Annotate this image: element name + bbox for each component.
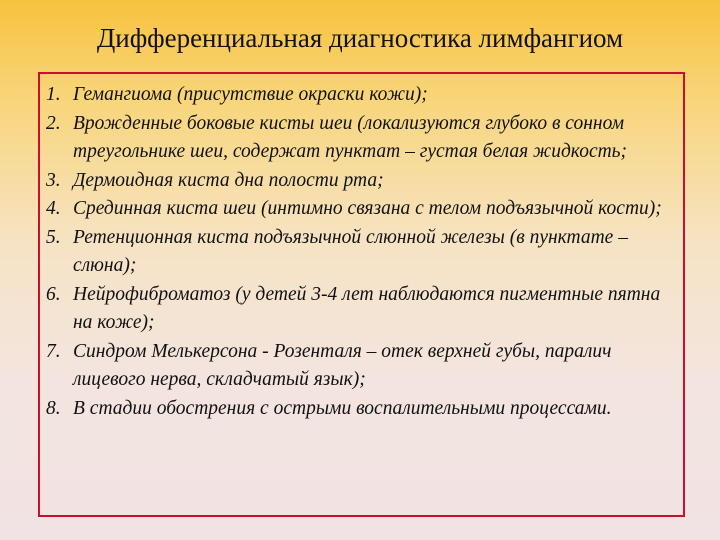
list-item-7	[46, 338, 681, 395]
differential-list	[46, 81, 681, 423]
list-item-number: 3.	[46, 169, 61, 191]
list-item-4	[46, 195, 681, 224]
list-item-5	[46, 224, 681, 281]
list-item-number: 1.	[46, 84, 61, 105]
list-item-number: 5.	[46, 226, 61, 248]
list-item-text: Врожденные боковые кисты шеи (локализуются глубоко в сонном треугольнике шеи, содержат пунктат – густая белая жидкость;	[73, 112, 628, 162]
list-item-text: Нейрофиброматоз (у детей 3-4 лет наблюдаются пигментные пятна на коже);	[73, 283, 661, 333]
list-item-2	[46, 110, 681, 167]
list-item-3	[46, 167, 681, 196]
list-item-text: В стадии обострения с острыми воспалительными процессами.	[73, 397, 612, 419]
list-item-number: 6.	[46, 283, 61, 305]
list-item-1	[46, 81, 681, 110]
list-item-number: 4.	[46, 198, 61, 219]
list-item-8	[46, 395, 681, 424]
list-item-text: Дермоидная киста дна полости рта;	[73, 169, 384, 191]
list-item-number: 7.	[46, 340, 61, 362]
list-item-number: 8.	[46, 397, 61, 419]
list-item-text: Срединная киста шеи (интимно связана с телом подъязычной кости);	[73, 198, 662, 219]
list-item-text: Гемангиома (присутствие окраски кожи);	[73, 84, 428, 105]
list-item-number: 2.	[46, 112, 61, 134]
list-item-6	[46, 281, 681, 338]
content-box	[38, 72, 685, 517]
slide-title: Дифференциальная диагностика лимфангиом	[96, 23, 624, 53]
list-item-text: Ретенционная киста подъязычной слюнной железы (в пунктате – слюна);	[73, 226, 628, 276]
list-item-text: Синдром Мелькерсона - Розенталя – отек верхней губы, паралич лицевого нерва, складчатый язык);	[73, 340, 612, 390]
